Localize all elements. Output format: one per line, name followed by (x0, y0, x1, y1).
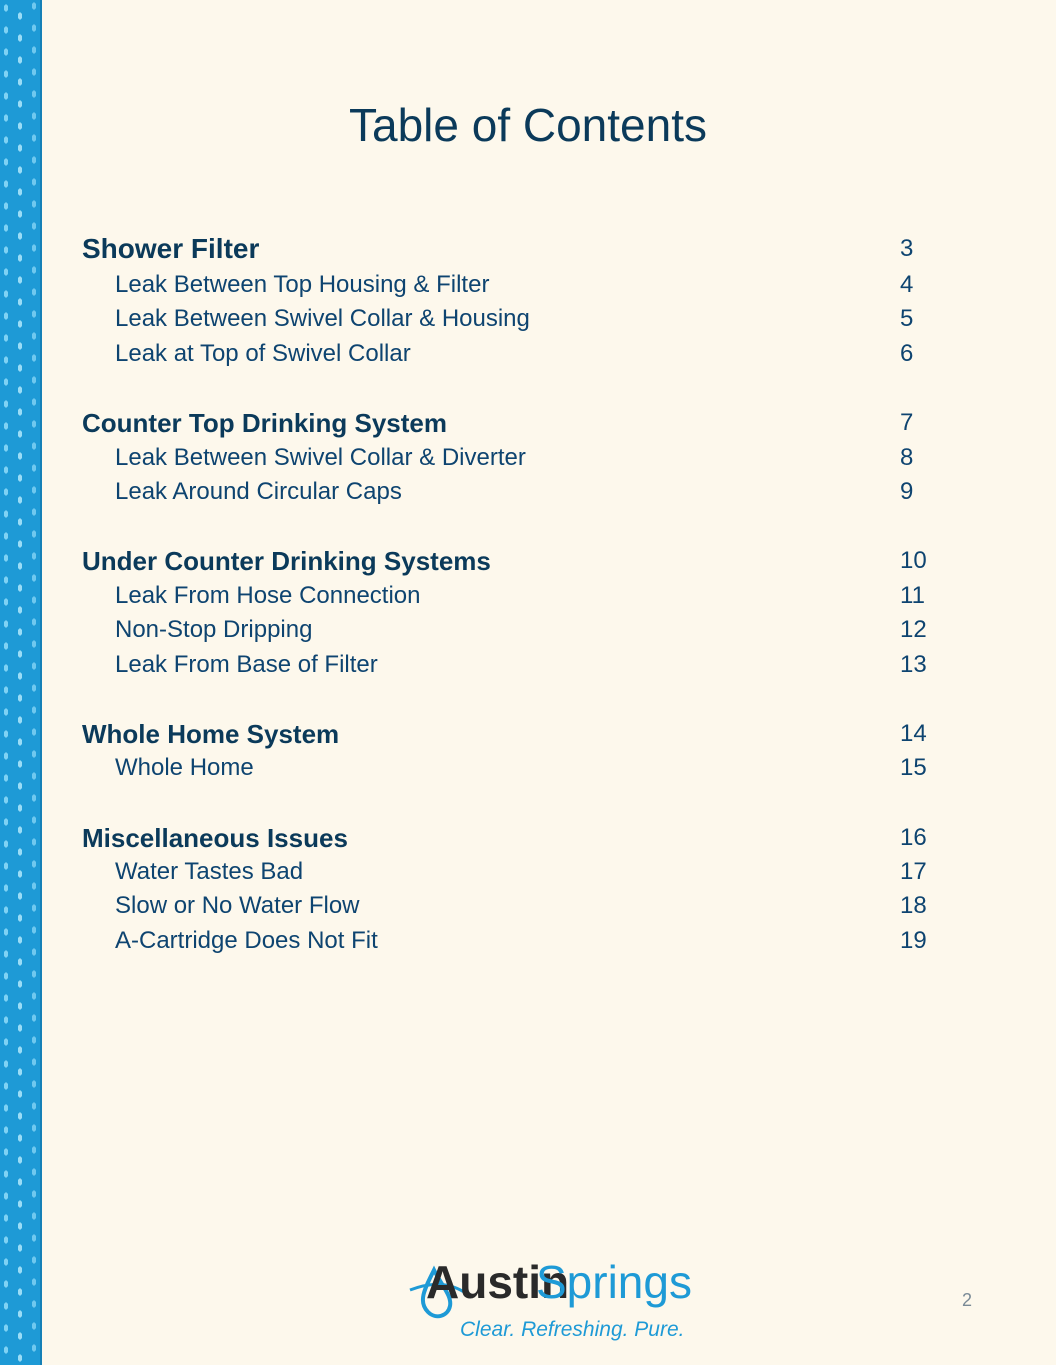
toc-page-number: 19 (900, 926, 927, 954)
toc-section-title: Under Counter Drinking Systems (82, 546, 491, 577)
toc-page-number: 15 (900, 754, 927, 782)
toc-item[interactable] (82, 441, 942, 475)
logo-brand-springs: Springs (536, 1256, 692, 1308)
toc-item-title: Leak Between Swivel Collar & Diverter (115, 443, 526, 471)
toc-item[interactable] (82, 579, 942, 613)
section-gap (82, 371, 942, 406)
toc-section-title: Counter Top Drinking System (82, 408, 447, 439)
toc-item-title: Whole Home (115, 754, 254, 782)
toc-item-title: Leak Between Swivel Collar & Housing (115, 305, 530, 333)
toc-item-title: Water Tastes Bad (115, 858, 304, 886)
toc-section-under-counter[interactable] (82, 544, 942, 578)
toc-page-number: 7 (900, 409, 914, 437)
toc-page-number: 16 (900, 823, 927, 851)
toc-item[interactable] (82, 751, 942, 785)
toc-section-whole-home[interactable] (82, 717, 942, 751)
toc-section-title: Whole Home System (82, 718, 340, 749)
toc-page-number: 18 (900, 892, 927, 920)
decorative-side-strip (0, 0, 42, 1365)
toc-page-number: 10 (900, 547, 927, 575)
toc-page-number: 17 (900, 858, 927, 886)
toc-item[interactable] (82, 648, 942, 682)
toc-item[interactable] (82, 268, 942, 302)
toc-page-number: 9 (900, 477, 914, 505)
toc-item[interactable] (82, 855, 942, 889)
toc-item-title: Non-Stop Dripping (115, 616, 313, 644)
toc-item-title: Leak From Base of Filter (115, 650, 378, 678)
toc-page-number: 8 (900, 443, 914, 471)
toc-page-number: 6 (900, 339, 914, 367)
toc-section-title: Miscellaneous Issues (82, 822, 348, 853)
toc-page-number: 4 (900, 271, 914, 298)
toc-page-number: 13 (900, 650, 927, 678)
page-number: 2 (962, 1290, 973, 1310)
toc-section-shower-filter[interactable] (82, 230, 942, 268)
austin-springs-logo (406, 1240, 692, 1350)
logo-brand-austin: Austin (426, 1256, 570, 1308)
toc-section-title: Shower Filter (82, 233, 260, 264)
table-of-contents (82, 230, 942, 958)
toc-item[interactable] (82, 475, 942, 509)
section-gap (82, 509, 942, 544)
toc-section-miscellaneous[interactable] (82, 821, 942, 855)
toc-item-title: Leak From Hose Connection (115, 581, 421, 609)
toc-page-number: 5 (900, 305, 914, 333)
toc-item[interactable] (82, 337, 942, 371)
toc-page-number: 11 (900, 581, 925, 609)
toc-item-title: Leak at Top of Swivel Collar (115, 339, 411, 367)
toc-item-title: A-Cartridge Does Not Fit (115, 926, 378, 954)
logo-tagline: Clear. Refreshing. Pure. (460, 1318, 685, 1341)
toc-page-number: 14 (900, 719, 927, 747)
toc-page-number: 12 (900, 616, 927, 644)
toc-item[interactable] (82, 302, 942, 336)
page-title: Table of Contents (348, 99, 707, 151)
toc-section-counter-top[interactable] (82, 406, 942, 440)
toc-item[interactable] (82, 889, 942, 923)
toc-item[interactable] (82, 924, 942, 958)
toc-item[interactable] (82, 613, 942, 647)
toc-page-number: 3 (900, 235, 914, 262)
section-gap (82, 786, 942, 821)
toc-item-title: Leak Between Top Housing & Filter (115, 271, 490, 298)
toc-item-title: Leak Around Circular Caps (115, 477, 402, 505)
section-gap (82, 682, 942, 717)
toc-item-title: Slow or No Water Flow (115, 892, 360, 920)
